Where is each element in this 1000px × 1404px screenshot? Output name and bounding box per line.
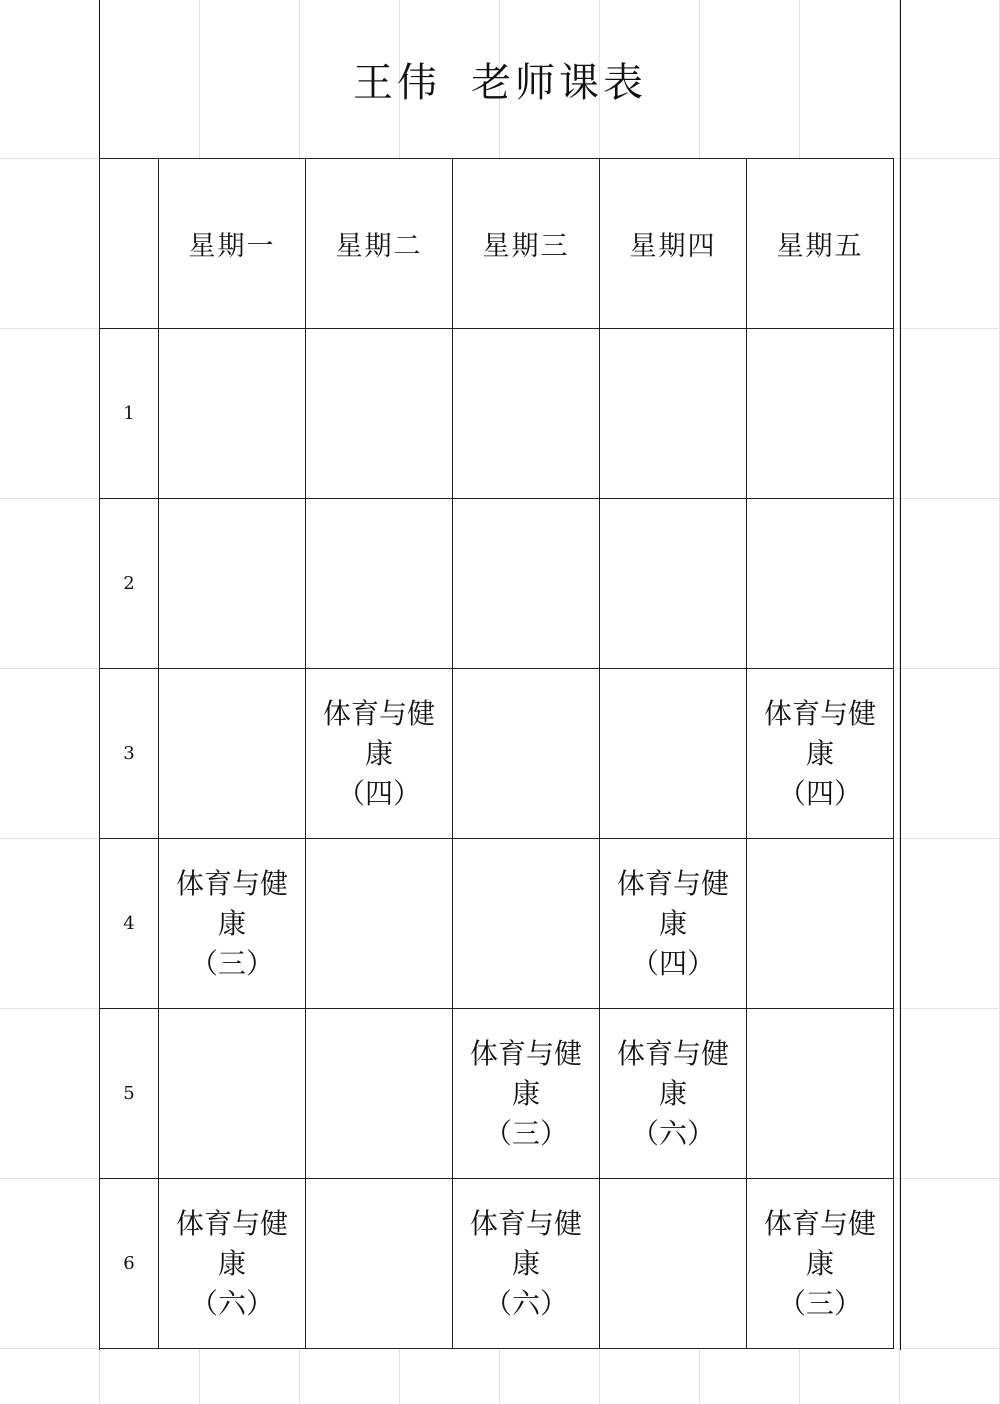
course-entry — [159, 864, 305, 984]
course-name-line1: 体育与健 — [469, 1036, 582, 1070]
period-label: 3 — [100, 669, 159, 839]
course-name-line2: 康 — [805, 1246, 834, 1280]
cell-wed-period-6 — [453, 1179, 600, 1349]
period-label: 1 — [100, 329, 159, 499]
page-title — [100, 0, 900, 158]
cell-mon-period-1 — [159, 329, 306, 499]
course-grade: （六） — [483, 1286, 568, 1320]
course-entry — [747, 694, 893, 814]
course-name-line1: 体育与健 — [175, 1206, 288, 1240]
course-entry — [600, 1034, 746, 1154]
period-label: 6 — [100, 1179, 159, 1349]
period-label: 5 — [100, 1009, 159, 1179]
course-name-line2: 康 — [511, 1076, 540, 1110]
period-label: 2 — [100, 499, 159, 669]
course-name-line2: 康 — [217, 1246, 246, 1280]
cell-mon-period-4 — [159, 839, 306, 1009]
cell-thu-period-1 — [600, 329, 747, 499]
course-name-line1: 体育与健 — [763, 1206, 876, 1240]
course-name-line1: 体育与健 — [616, 1036, 729, 1070]
course-grade: （三） — [483, 1116, 568, 1150]
period-row-1 — [100, 329, 894, 499]
course-entry — [306, 694, 452, 814]
teacher-name: 王伟 — [353, 59, 441, 106]
cell-wed-period-3 — [453, 669, 600, 839]
course-name-line1: 体育与健 — [763, 696, 876, 730]
course-name-line2: 康 — [217, 906, 246, 940]
course-name-line1: 体育与健 — [616, 866, 729, 900]
course-name-line1: 体育与健 — [469, 1206, 582, 1240]
period-label: 4 — [100, 839, 159, 1009]
course-grade: （六） — [630, 1116, 715, 1150]
cell-thu-period-5 — [600, 1009, 747, 1179]
course-entry — [747, 1204, 893, 1324]
course-grade: （四） — [336, 776, 421, 810]
day-header-tue: 星期二 — [306, 159, 453, 329]
cell-thu-period-2 — [600, 499, 747, 669]
cell-wed-period-1 — [453, 329, 600, 499]
course-name-line2: 康 — [364, 736, 393, 770]
corner-cell — [100, 159, 159, 329]
course-entry — [159, 1204, 305, 1324]
cell-mon-period-3 — [159, 669, 306, 839]
cell-wed-period-5 — [453, 1009, 600, 1179]
day-header-fri: 星期五 — [747, 159, 894, 329]
cell-tue-period-6 — [306, 1179, 453, 1349]
cell-mon-period-2 — [159, 499, 306, 669]
cell-tue-period-4 — [306, 839, 453, 1009]
course-name-line2: 康 — [658, 906, 687, 940]
period-row-4 — [100, 839, 894, 1009]
course-entry — [600, 864, 746, 984]
day-header-wed: 星期三 — [453, 159, 600, 329]
course-grade: （四） — [777, 776, 862, 810]
timetable — [99, 158, 894, 1349]
period-row-2 — [100, 499, 894, 669]
course-grade: （三） — [777, 1286, 862, 1320]
title-suffix: 老师课表 — [471, 59, 647, 106]
course-grade: （四） — [630, 946, 715, 980]
cell-fri-period-4 — [747, 839, 894, 1009]
course-name-line1: 体育与健 — [322, 696, 435, 730]
cell-fri-period-5 — [747, 1009, 894, 1179]
period-row-3 — [100, 669, 894, 839]
cell-wed-period-2 — [453, 499, 600, 669]
cell-fri-period-3 — [747, 669, 894, 839]
right-border-line — [900, 0, 901, 1350]
cell-tue-period-2 — [306, 499, 453, 669]
period-row-6 — [100, 1179, 894, 1349]
header-row — [100, 159, 894, 329]
course-entry — [453, 1204, 599, 1324]
cell-fri-period-2 — [747, 499, 894, 669]
day-header-mon: 星期一 — [159, 159, 306, 329]
period-row-5 — [100, 1009, 894, 1179]
course-name-line2: 康 — [511, 1246, 540, 1280]
cell-tue-period-3 — [306, 669, 453, 839]
cell-mon-period-5 — [159, 1009, 306, 1179]
course-entry — [453, 1034, 599, 1154]
course-name-line2: 康 — [658, 1076, 687, 1110]
cell-mon-period-6 — [159, 1179, 306, 1349]
course-grade: （六） — [189, 1286, 274, 1320]
timetable-body — [100, 329, 894, 1349]
cell-thu-period-3 — [600, 669, 747, 839]
cell-tue-period-5 — [306, 1009, 453, 1179]
day-header-thu: 星期四 — [600, 159, 747, 329]
cell-fri-period-1 — [747, 329, 894, 499]
course-name-line2: 康 — [805, 736, 834, 770]
cell-fri-period-6 — [747, 1179, 894, 1349]
cell-thu-period-4 — [600, 839, 747, 1009]
cell-wed-period-4 — [453, 839, 600, 1009]
cell-tue-period-1 — [306, 329, 453, 499]
cell-thu-period-6 — [600, 1179, 747, 1349]
course-grade: （三） — [189, 946, 274, 980]
course-name-line1: 体育与健 — [175, 866, 288, 900]
